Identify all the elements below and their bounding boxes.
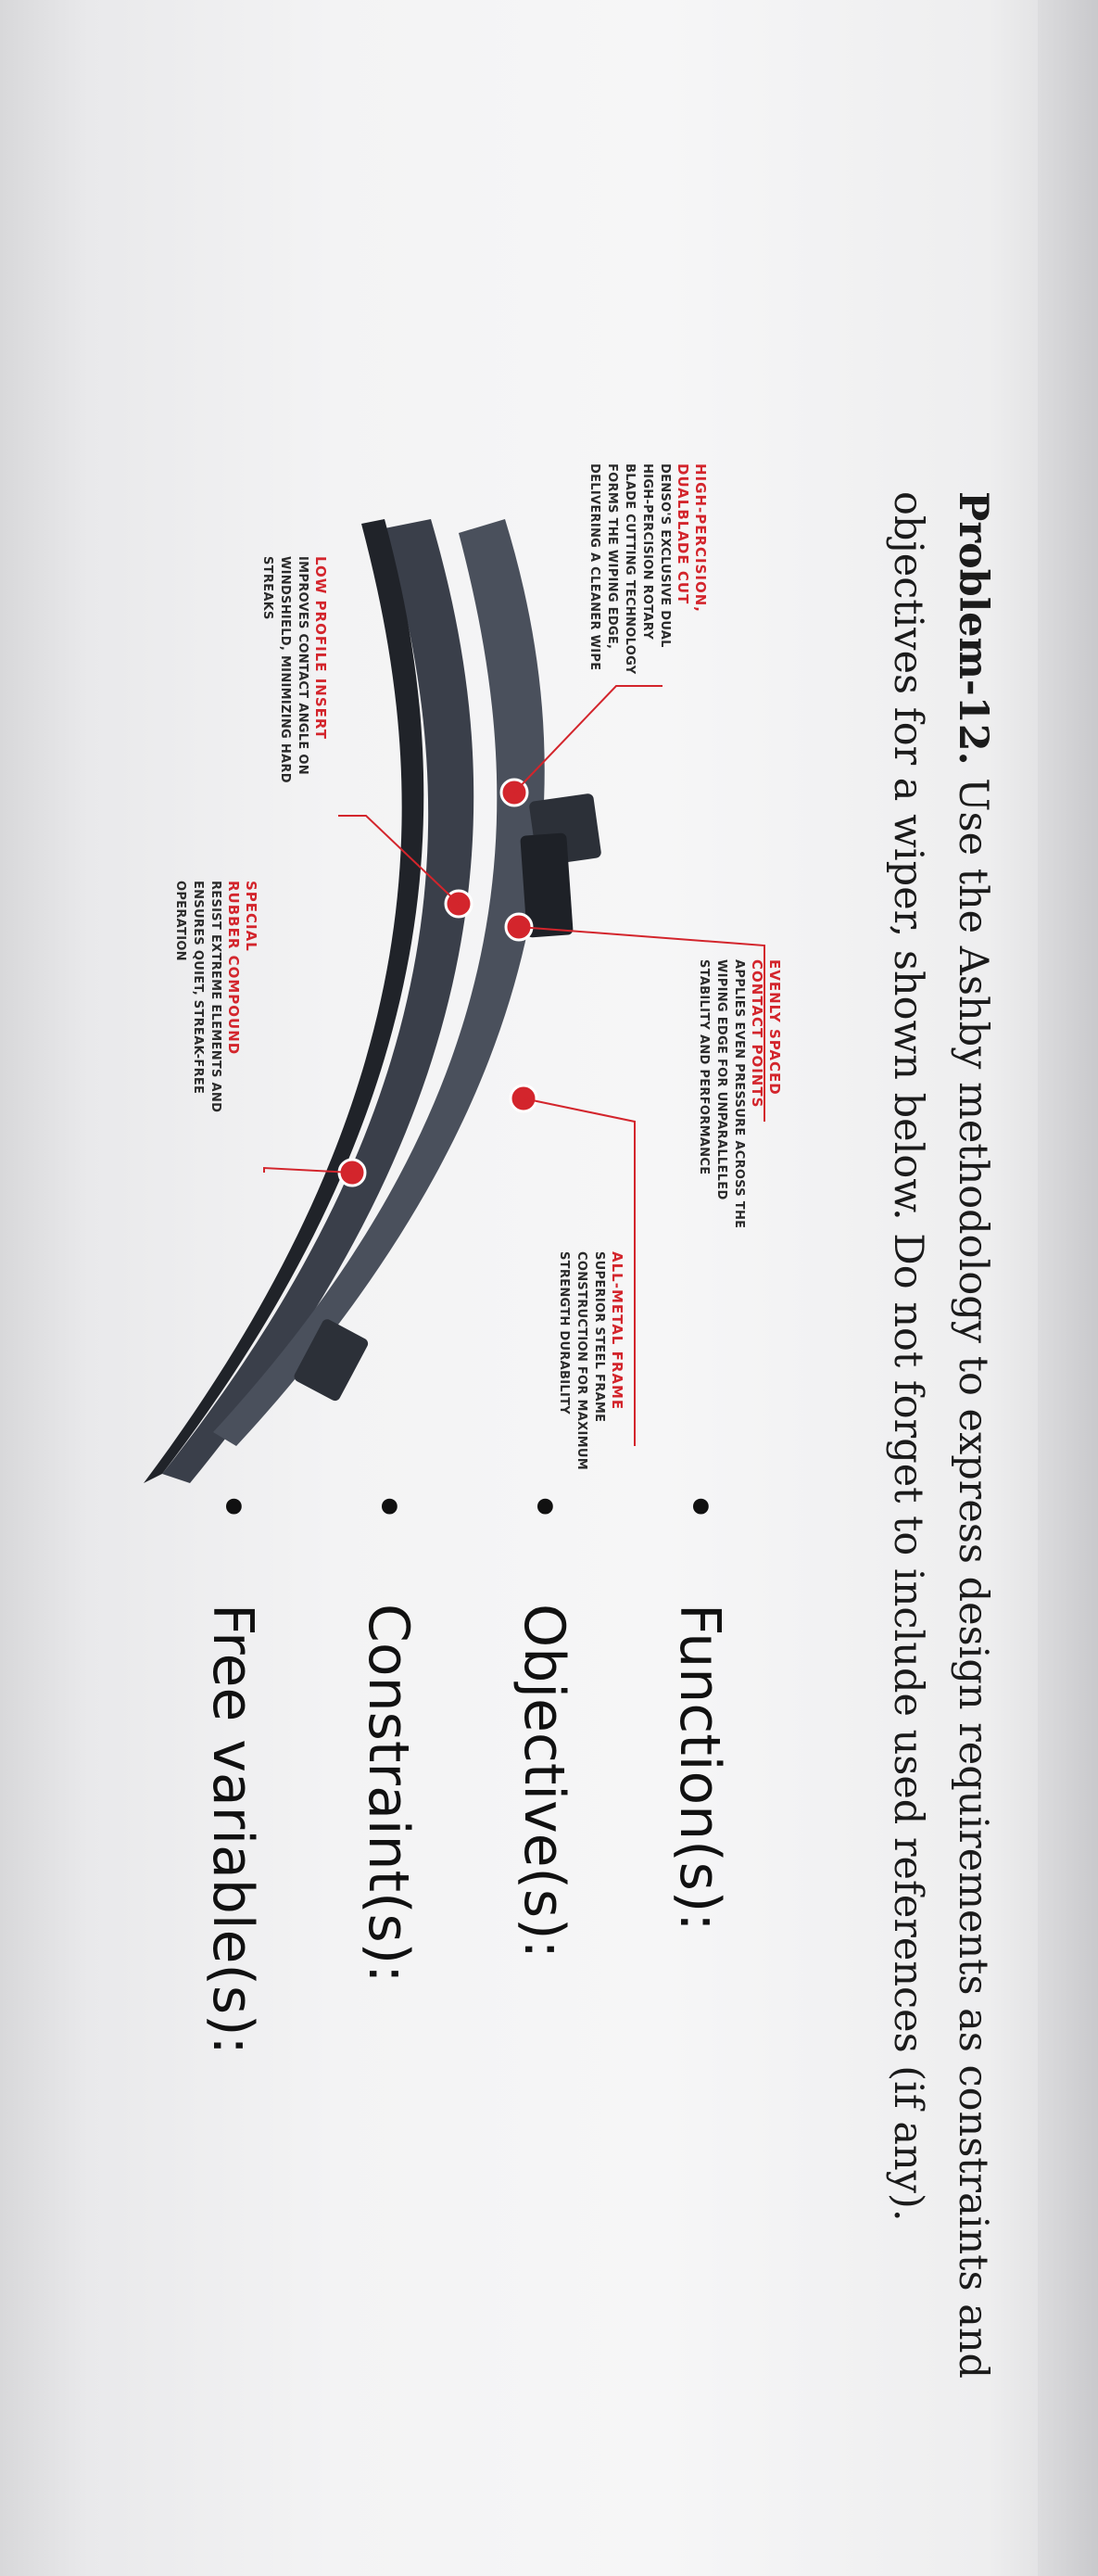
callout-title: CONTACT POINTS: [749, 959, 765, 1109]
bullet-label: Free variable(s):: [200, 1604, 265, 2055]
callout-low-profile: [259, 556, 329, 806]
bullet-dot: •: [512, 1491, 575, 1523]
callout-title: SPECIAL: [243, 881, 259, 952]
callout-body: RESIST EXTREME ELEMENTS AND ENSURES QUIET, STREAK-FREE OPERATION: [173, 881, 222, 1113]
callout-title: RUBBER COMPOUND: [225, 881, 242, 1056]
callout-dual-blade: [586, 463, 709, 677]
callout-rubber-compound: [171, 881, 259, 1177]
callout-body: APPLIES EVEN PRESSURE ACROSS THE WIPING EDGE FOR UNPARALLELED STABILITY AND PERFORMANCE: [697, 959, 746, 1229]
bullet-dot: •: [201, 1491, 264, 1523]
callout-title: HIGH-PERCISION,: [692, 463, 709, 613]
callout-body: DENSO'S EXCLUSIVE DUAL HIGH-PERCISION ROTARY BLADE CUTTING TECHNOLOGY FORMS THE WIPING EDGE, DELIVERING A CLEANER WIPE: [587, 463, 672, 675]
bullet-label: Objective(s):: [511, 1604, 576, 1959]
callout-contact-points: [695, 959, 783, 1256]
callout-title: ALL-METAL FRAME: [609, 1251, 625, 1411]
bullet-dot: •: [357, 1491, 420, 1523]
callout-metal-frame: [555, 1251, 625, 1529]
problem-text: Use the Ashby methodology to express design requirements as constraints and objectives for a wiper, shown below. Do not forget to include used references (if any).: [885, 491, 996, 2379]
problem-label: Problem-12.: [950, 491, 996, 766]
callout-body: SUPERIOR STEEL FRAME CONSTRUCTION FOR MAXIMUM STRENGTH DURABILITY: [557, 1251, 606, 1470]
bullet-label: Constraint(s):: [356, 1604, 421, 1984]
callout-title: EVENLY SPACED: [766, 959, 783, 1096]
callout-body: IMPROVES CONTACT ANGLE ON WINDSHIELD, MINIMIZING HARD STREAKS: [260, 556, 309, 783]
bullet-label: Function(s):: [667, 1604, 732, 1932]
callout-title: DUALBLADE CUT: [675, 463, 691, 605]
callout-title: LOW PROFILE INSERT: [312, 556, 329, 740]
bullet-dot: •: [668, 1491, 731, 1523]
